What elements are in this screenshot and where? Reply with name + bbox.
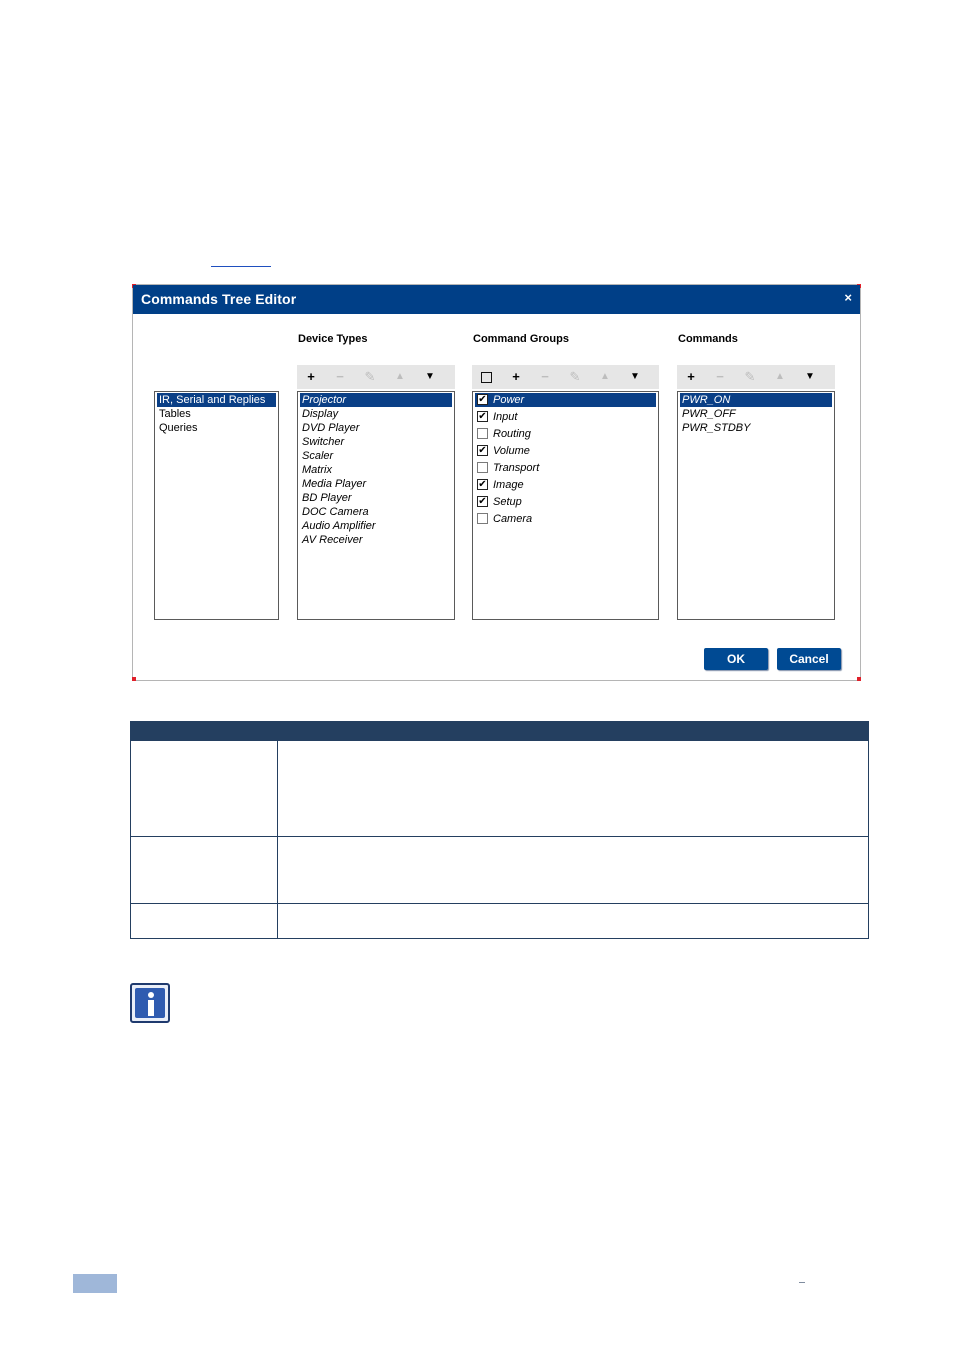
dialog-title: Commands Tree Editor: [141, 291, 297, 307]
commands-list[interactable]: [677, 391, 835, 620]
list-item-label: AV Receiver: [302, 534, 363, 546]
commands-header: Commands: [678, 333, 738, 345]
cancel-button[interactable]: Cancel: [777, 648, 841, 670]
add-icon[interactable]: +: [687, 369, 695, 384]
device-type-item[interactable]: [300, 435, 452, 449]
command-group-item[interactable]: [475, 444, 656, 458]
list-item-label: Queries: [159, 422, 198, 434]
unchecked-checkbox[interactable]: [477, 428, 488, 439]
add-icon[interactable]: +: [512, 369, 520, 384]
command-group-item[interactable]: [475, 393, 656, 407]
remove-icon[interactable]: −: [336, 369, 344, 384]
unchecked-checkbox[interactable]: [477, 513, 488, 524]
edit-icon[interactable]: ✎: [364, 369, 376, 384]
device-type-item[interactable]: [300, 393, 452, 407]
command-groups-list[interactable]: [472, 391, 659, 620]
move-down-icon[interactable]: ▼: [805, 371, 815, 382]
command-group-item[interactable]: [475, 478, 656, 492]
category-item[interactable]: [157, 421, 276, 435]
list-item-label: Power: [493, 394, 525, 406]
row-divider: [131, 903, 868, 904]
command-item[interactable]: [680, 421, 832, 435]
device-type-item[interactable]: [300, 421, 452, 435]
list-item-label: Volume: [493, 445, 530, 457]
remove-icon[interactable]: −: [541, 369, 549, 384]
list-item-label: Scaler: [302, 450, 334, 462]
list-item-label: Transport: [493, 462, 540, 474]
device-types-header: Device Types: [298, 333, 368, 345]
device-types-toolbar: [297, 365, 455, 389]
device-type-item[interactable]: [300, 477, 452, 491]
device-type-item[interactable]: [300, 463, 452, 477]
list-item-label: Display: [302, 408, 339, 420]
dialog-title-bar[interactable]: [133, 285, 860, 314]
device-types-list[interactable]: [297, 391, 455, 620]
list-item-label: Media Player: [302, 478, 367, 490]
list-item-label: Audio Amplifier: [302, 520, 376, 532]
device-type-item[interactable]: [300, 407, 452, 421]
table-header-row: [131, 722, 868, 741]
commands-toolbar: [677, 365, 835, 389]
list-item-label: PWR_OFF: [682, 408, 736, 420]
move-up-icon[interactable]: ▲: [395, 371, 405, 382]
command-item[interactable]: [680, 407, 832, 421]
corner-marker: [132, 677, 136, 681]
device-type-item[interactable]: [300, 519, 452, 533]
device-type-item[interactable]: [300, 491, 452, 505]
device-type-item[interactable]: [300, 533, 452, 547]
list-item-label: PWR_ON: [682, 394, 731, 406]
move-up-icon[interactable]: ▲: [600, 371, 610, 382]
list-item-label: PWR_STDBY: [682, 422, 751, 434]
category-item[interactable]: [157, 393, 276, 407]
list-item-label: Image: [493, 479, 524, 491]
move-down-icon[interactable]: ▼: [425, 371, 435, 382]
command-group-item[interactable]: [475, 410, 656, 424]
checked-checkbox[interactable]: ✔: [478, 496, 487, 507]
commands-tree-editor-dialog: [132, 284, 861, 681]
command-group-item[interactable]: [475, 512, 656, 526]
list-item-label: Tables: [159, 408, 191, 420]
list-item-label: Setup: [493, 496, 522, 508]
row-divider: [131, 836, 868, 837]
close-icon[interactable]: ×: [844, 290, 852, 305]
device-type-item[interactable]: [300, 449, 452, 463]
add-icon[interactable]: +: [307, 369, 315, 384]
link-underline[interactable]: [211, 266, 271, 267]
edit-icon[interactable]: ✎: [569, 369, 581, 384]
device-type-item[interactable]: [300, 505, 452, 519]
footer-mark: [799, 1282, 805, 1283]
list-item-label: Routing: [493, 428, 531, 440]
unchecked-checkbox[interactable]: [477, 462, 488, 473]
select-all-checkbox[interactable]: [477, 368, 495, 386]
move-down-icon[interactable]: ▼: [630, 371, 640, 382]
list-item-label: Camera: [493, 513, 533, 525]
command-group-item[interactable]: [475, 461, 656, 475]
corner-marker: [857, 677, 861, 681]
list-item-label: IR, Serial and Replies: [159, 394, 266, 406]
category-item[interactable]: [157, 407, 276, 421]
remove-icon[interactable]: −: [716, 369, 724, 384]
checked-checkbox[interactable]: ✔: [478, 411, 487, 422]
checked-checkbox[interactable]: ✔: [478, 479, 487, 490]
description-table: [130, 721, 869, 939]
info-icon: [130, 983, 170, 1023]
list-item-label: Projector: [302, 394, 347, 406]
ok-button[interactable]: OK: [704, 648, 768, 670]
command-groups-toolbar: [472, 365, 659, 389]
list-item-label: Switcher: [302, 436, 345, 448]
edit-icon[interactable]: ✎: [744, 369, 756, 384]
checked-checkbox[interactable]: ✔: [478, 394, 487, 405]
command-item[interactable]: [680, 393, 832, 407]
command-groups-header: Command Groups: [473, 333, 569, 345]
category-list[interactable]: [154, 391, 279, 620]
list-item-label: DVD Player: [302, 422, 360, 434]
list-item-label: DOC Camera: [302, 506, 369, 518]
list-item-label: Input: [493, 411, 518, 423]
move-up-icon[interactable]: ▲: [775, 371, 785, 382]
list-item-label: Matrix: [302, 464, 332, 476]
list-item-label: BD Player: [302, 492, 352, 504]
checked-checkbox[interactable]: ✔: [478, 445, 487, 456]
page-number-tab: [73, 1274, 117, 1293]
command-group-item[interactable]: [475, 495, 656, 509]
column-divider: [277, 722, 278, 938]
command-group-item[interactable]: [475, 427, 656, 441]
